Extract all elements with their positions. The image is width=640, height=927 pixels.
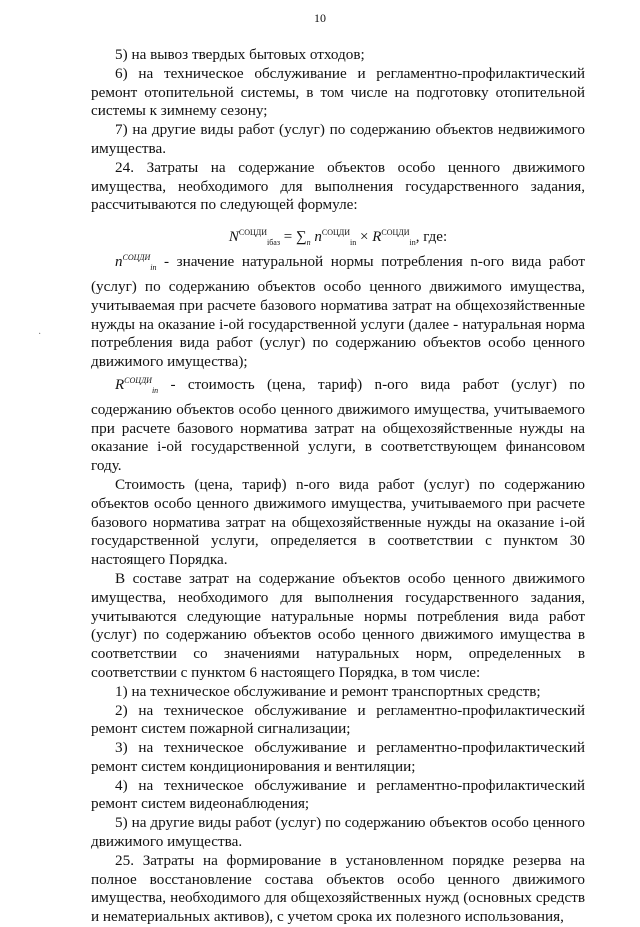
list-item: 3) на техническое обслуживание и регламентно-профилактический ремонт систем кондиционирования и вентиляции; bbox=[91, 739, 585, 775]
list-item: 5) на другие виды работ (услуг) по содержанию объектов особо ценного движимого имущества. bbox=[91, 814, 585, 851]
page-number: 10 bbox=[314, 11, 326, 25]
paragraph-composition: В составе затрат на содержание объектов особо ценного движимого имущества, необходимого для выполнения государственного задания, учитываются следующие натуральные нормы потребления вида работ (услуг) по содержанию объектов особо ценного движимого имущества в соответствии со значениями натуральных норм, определенных в соответствии с пунктом 6 настоящего Порядка, в том числе: bbox=[91, 569, 585, 681]
list-item: 6) на техническое обслуживание и регламентно-профилактический ремонт отопительной системы, в том числе на подготовку отопительной системы к зимнему сезону; bbox=[91, 64, 585, 120]
definition-n: $n^{СОЦДИ}_{in}$ - значение натуральной нормы потребления n-ого вида работ (услуг) по содержанию объектов особо ценного движимого имущества, учитываемая при расчете базового норматива затрат на общехозяйственные нужды на оказание i-ой государственной услуги (далее - натуральная норма потребления вида работ (услуг) по содержанию объектов особо ценного движимого имущества); bbox=[91, 253, 585, 371]
list-item: 5) на вывоз твердых бытовых отходов; bbox=[115, 46, 365, 63]
symbol-r: $R^{СОЦДИ}_{in}$ bbox=[115, 375, 159, 395]
list-item: 7) на другие виды работ (услуг) по содержанию объектов недвижимого имущества. bbox=[91, 121, 585, 157]
paragraph-25: 25. Затраты на формирование в установленном порядке резерва на полное восстановление состава объектов особо ценного движимого имущества, необходимого для общехозяйственных нужд (основных средств и нематериальных активов), с учетом срока их полезного использования, bbox=[91, 851, 585, 926]
definition-r: $R^{СОЦДИ}_{in}$ - стоимость (цена, тариф) n-ого вида работ (услуг) по содержанию объектов особо ценного движимого имущества, учитываемого при расчете базового норматива затрат на общехозяйственные нужды на оказание i-ой государственной услуги, в соответствующем финансовом году. bbox=[91, 375, 585, 475]
paragraph-cost: Стоимость (цена, тариф) n-ого вида работ (услуг) по содержанию объектов особо ценного движимого имущества, учитываемого при расчете базового норматива затрат на общехозяйственные нужды на оказание i-ой государственной услуги, определяется в соответствии с пунктом 30 настоящего Порядка. bbox=[91, 475, 585, 569]
margin-mark: · bbox=[38, 329, 42, 340]
document-body bbox=[91, 46, 585, 927]
symbol-n: $n^{СОЦДИ}_{in}$ bbox=[115, 253, 157, 273]
formula: $N^{СОЦДИ}_{iбаз} = \sum_n$ $n^{СОЦДИ}_{in} \times R^{СОЦДИ}_{in}$, где: bbox=[228, 228, 448, 248]
paragraph-24: 24. Затраты на содержание объектов особо ценного движимого имущества, необходимого для выполнения государственного задания, рассчитываются по следующей формуле: bbox=[91, 158, 585, 214]
list-item: 1) на техническое обслуживание и ремонт транспортных средств; bbox=[115, 682, 541, 700]
list-item: 4) на техническое обслуживание и регламентно-профилактический ремонт систем видеонаблюдения; bbox=[91, 776, 585, 813]
list-item: 2) на техническое обслуживание и регламентно-профилактический ремонт систем пожарной сигнализации; bbox=[91, 701, 585, 738]
